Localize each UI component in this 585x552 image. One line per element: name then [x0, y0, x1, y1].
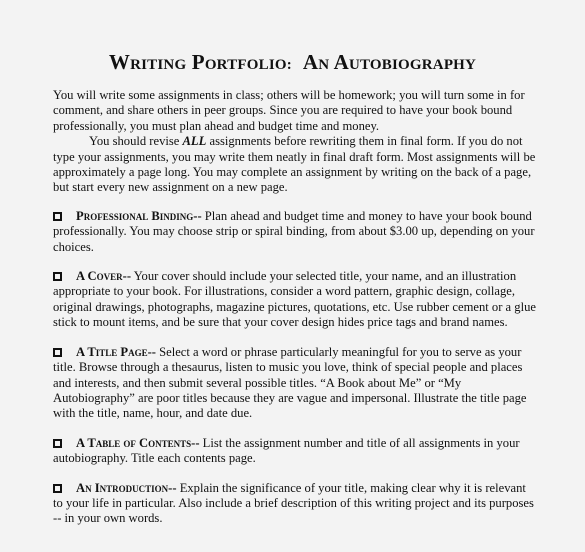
checkbox-icon [53, 348, 62, 357]
title-word-an: AN [302, 50, 330, 74]
item-text: Your cover should include your selected title, your name, and an illustration appropriate to your book. For illustrations, consider a word pattern, graphic design, collage, original drawings, photographs, magazine pictures, quotations, etc. Use rubber cement or a glue stick to mount items, and be sure that your cover design hides price tags and brand names. [53, 269, 536, 330]
checkbox-icon [53, 484, 62, 493]
list-item-professional-binding [53, 209, 538, 255]
item-heading: A Table of Contents-- [76, 435, 200, 450]
title-word-writing: WRITING [108, 50, 187, 74]
item-text: Select a word or phrase particularly meaningful for you to serve as your title. Browse through a thesaurus, listen to music you love, think of special people and places and interests, and then submit several possible titles. “A Book about Me” or “My Autobiography” are poor titles because they are vague and impersonal. Illustrate the title page with the title, name, hour, and date due. [53, 344, 527, 421]
item-text: List the assignment number and title of all assignments in your autobiography. Title each contents page. [53, 435, 520, 466]
list-item-table-of-contents [53, 436, 538, 467]
list-item-cover [53, 269, 538, 331]
page-title [0, 50, 585, 75]
title-word-autobiography: AUTOBIOGRAPHY [333, 50, 477, 74]
list-item-introduction [53, 481, 538, 527]
item-heading: A Title Page-- [76, 344, 156, 359]
item-heading: An Introduction-- [76, 480, 177, 495]
checkbox-icon [53, 439, 62, 448]
item-text: Explain the significance of your title, making clear why it is relevant to your life in particular. Also include a brief description of this writing project and its purposes -- in your own words. [53, 480, 534, 526]
item-text: Plan ahead and budget time and money to have your book bound professionally. You may choose strip or spiral binding, from about $3.00 up, depending on your choices. [53, 208, 535, 254]
checkbox-icon [53, 212, 62, 221]
checkbox-icon [53, 272, 62, 281]
emphasis-all: ALL [182, 134, 207, 149]
item-heading: Professional Binding-- [76, 208, 202, 223]
intro-paragraph-2: You should revise ALL assignments before rewriting them in final form. If you do not type your assignments, you may write them neatly in final draft form. Most assignments will be approximately a page long. You may complete an assignment by writing on the back of a page, but start every new assignment on a new page. [53, 134, 536, 195]
intro-paragraph-1: You will write some assignments in class; others will be homework; you will turn some in for comment, and share others in peer groups. Since you are required to have your book bound professionally, you must plan ahead and budget time and money. [53, 88, 525, 133]
title-word-portfolio: PORTFOLIO: [191, 50, 292, 74]
list-item-title-page [53, 345, 538, 422]
item-heading: A Cover-- [76, 269, 132, 284]
document-body [53, 88, 538, 527]
